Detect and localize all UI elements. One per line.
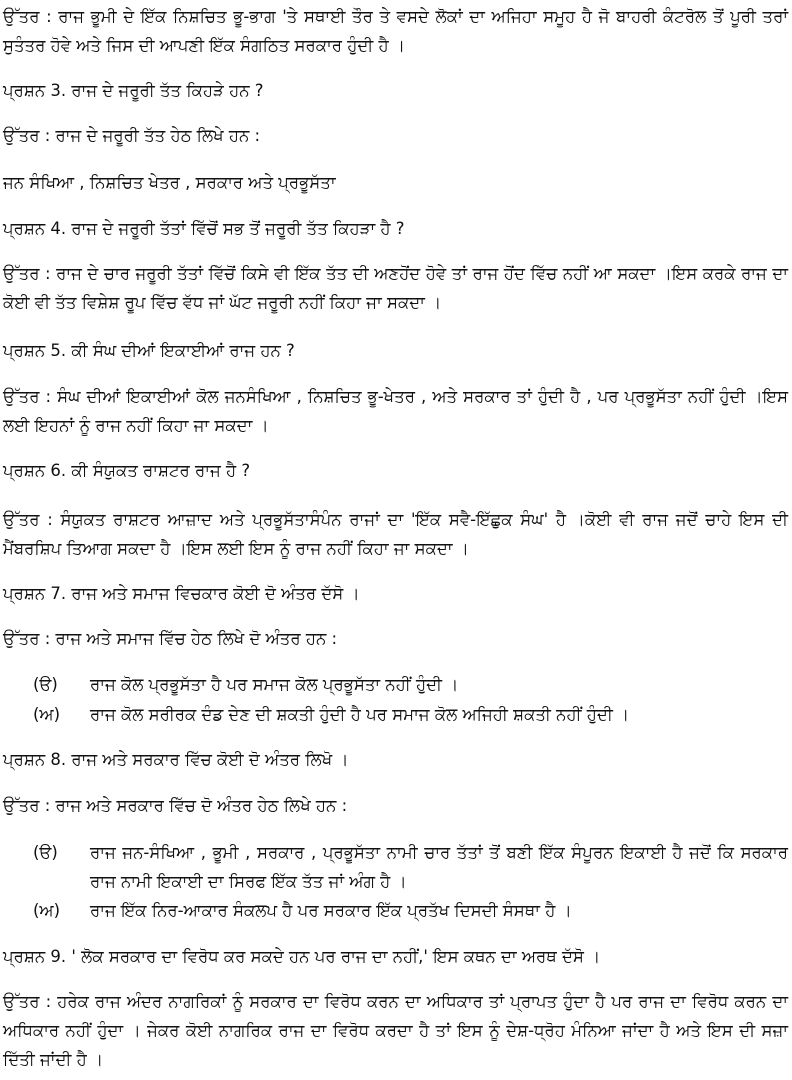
answer-paragraph: ਉੱਤਰ : ਰਾਜ ਅਤੇ ਸਰਕਾਰ ਵਿੱਚ ਦੋ ਅੰਤਰ ਹੇਠ ਲਿਖੇ ਹਨ :: [3, 796, 348, 815]
list-marker: (ੳ): [33, 843, 58, 862]
answer-paragraph: ਉੱਤਰ : ਹਰੇਕ ਰਾਜ ਅੰਦਰ ਨਾਗਰਿਕਾਂ ਨੂੰ ਸਰਕਾਰ ਦਾ ਵਿਰੋਧ ਕਰਨ ਦਾ ਅਧਿਕਾਰ ਤਾਂ ਪ੍ਰਾਪਤ ਹੁੰਦਾ ਹੈ ਪਰ ਰਾਜ ਦਾ ਵਿਰੋਧ ਕਰਨ ਦਾ ਅਧਿਕਾਰ ਨਹੀਂ ਹੁੰਦਾ । ਜੇਕਰ ਕੋਈ ਨਾਗਰਿਕ ਰਾਜ ਦਾ ਵਿਰੋਧ ਕਰਦਾ ਹੈ ਤਾਂ ਇਸ ਨੂੰ ਦੇਸ਼-ਧ੍ਰੋਹ ਮੰਨਿਆ ਜਾਂਦਾ ਹੈ ਅਤੇ ਇਸ ਦੀ ਸਜ਼ਾ ਦਿੱਤੀ ਜਾਂਦੀ ਹੈ ।: [3, 992, 788, 1069]
answer-paragraph: ਉੱਤਰ : ਸੰਯੁਕਤ ਰਾਸ਼ਟਰ ਆਜ਼ਾਦ ਅਤੇ ਪ੍ਰਭੂਸੱਤਾਸੰਪੰਨ ਰਾਜਾਂ ਦਾ 'ਇੱਕ ਸਵੈ-ਇੱਛੁਕ ਸੰਘ' ਹੈ ।ਕੋਈ ਵੀ ਰਾਜ ਜਦੋਂ ਚਾਹੇ ਇਸ ਦੀ ਮੈਂਬਰਸ਼ਿਪ ਤਿਆਗ ਸਕਦਾ ਹੈ ।ਇਸ ਲਈ ਇਸ ਨੂੰ ਰਾਜ ਨਹੀਂ ਕਿਹਾ ਜਾ ਸਕਦਾ ।: [3, 510, 788, 558]
answer-paragraph: ਉੱਤਰ : ਸੰਘ ਦੀਆਂ ਇਕਾਈਆਂ ਕੋਲ ਜਨਸੰਖਿਆ , ਨਿਸ਼ਚਿਤ ਭੂ-ਖੇਤਰ , ਅਤੇ ਸਰਕਾਰ ਤਾਂ ਹੁੰਦੀ ਹੈ , ਪਰ ਪ੍ਰਭੂਸੱਤਾ ਨਹੀਂ ਹੁੰਦੀ ।ਇਸ ਲਈ ਇਹਨਾਂ ਨੂੰ ਰਾਜ ਨਹੀਂ ਕਿਹਾ ਜਾ ਸਕਦਾ ।: [3, 387, 788, 435]
answer-paragraph: ਜਨ ਸੰਖਿਆ , ਨਿਸ਼ਚਿਤ ਖੇਤਰ , ਸਰਕਾਰ ਅਤੇ ਪ੍ਰਭੂਸੱਤਾ: [3, 173, 336, 192]
answer-paragraph: ਉੱਤਰ : ਰਾਜ ਭੂਮੀ ਦੇ ਇੱਕ ਨਿਸ਼ਚਿਤ ਭੂ-ਭਾਗ 'ਤੇ ਸਥਾਈ ਤੌਰ ਤੇ ਵਸਦੇ ਲੋਕਾਂ ਦਾ ਅਜਿਹਾ ਸਮੂਹ ਹੈ ਜੋ ਬਾਹਰੀ ਕੰਟਰੋਲ ਤੋਂ ਪੂਰੀ ਤਰਾਂ ਸੁਤੰਤਰ ਹੋਵੇ ਅਤੇ ਜਿਸ ਦੀ ਆਪਣੀ ਇੱਕ ਸੰਗਠਿਤ ਸਰਕਾਰ ਹੁੰਦੀ ਹੈ ।: [3, 7, 788, 55]
answer-paragraph: ਉੱਤਰ : ਰਾਜ ਅਤੇ ਸਮਾਜ ਵਿੱਚ ਹੇਠ ਲਿਖੇ ਦੋ ਅੰਤਰ ਹਨ :: [3, 629, 338, 648]
question-heading: ਪ੍ਰਸ਼ਨ 5. ਕੀ ਸੰਘ ਦੀਆਂ ਇਕਾਈਆਂ ਰਾਜ ਹਨ ?: [3, 341, 295, 360]
question-heading: ਪ੍ਰਸ਼ਨ 8. ਰਾਜ ਅਤੇ ਸਰਕਾਰ ਵਿੱਚ ਕੋਈ ਦੋ ਅੰਤਰ ਲਿਖੋ ।: [3, 750, 349, 769]
question-heading: ਪ੍ਰਸ਼ਨ 9. ' ਲੋਕ ਸਰਕਾਰ ਦਾ ਵਿਰੋਧ ਕਰ ਸਕਦੇ ਹਨ ਪਰ ਰਾਜ ਦਾ ਨਹੀਂ,' ਇਸ ਕਥਨ ਦਾ ਅਰਥ ਦੱਸੋ ।: [3, 947, 601, 966]
list-item-text: ਰਾਜ ਕੋਲ ਸਰੀਰਕ ਦੰਡ ਦੇਣ ਦੀ ਸ਼ਕਤੀ ਹੁੰਦੀ ਹੈ ਪਰ ਸਮਾਜ ਕੋਲ ਅਜਿਹੀ ਸ਼ਕਤੀ ਨਹੀਂ ਹੁੰਦੀ ।: [90, 705, 630, 724]
list-item-text: ਰਾਜ ਕੋਲ ਪ੍ਰਭੂਸੱਤਾ ਹੈ ਪਰ ਸਮਾਜ ਕੋਲ ਪ੍ਰਭੂਸੱਤਾ ਨਹੀਂ ਹੁੰਦੀ ।: [90, 675, 459, 694]
question-heading: ਪ੍ਰਸ਼ਨ 6. ਕੀ ਸੰਯੁਕਤ ਰਾਸ਼ਟਰ ਰਾਜ ਹੈ ?: [3, 461, 251, 480]
question-heading: ਪ੍ਰਸ਼ਨ 4. ਰਾਜ ਦੇ ਜਰੂਰੀ ਤੱਤਾਂ ਵਿੱਚੋਂ ਸਭ ਤੋਂ ਜਰੂਰੀ ਤੱਤ ਕਿਹੜਾ ਹੈ ?: [3, 219, 405, 238]
list-marker: (ੳ): [33, 675, 58, 694]
question-heading: ਪ੍ਰਸ਼ਨ 3. ਰਾਜ ਦੇ ਜਰੂਰੀ ਤੱਤ ਕਿਹੜੇ ਹਨ ?: [3, 81, 264, 100]
list-marker: (ਅ): [33, 705, 61, 724]
answer-paragraph: ਉੱਤਰ : ਰਾਜ ਦੇ ਚਾਰ ਜਰੂਰੀ ਤੱਤਾਂ ਵਿੱਚੋਂ ਕਿਸੇ ਵੀ ਇੱਕ ਤੱਤ ਦੀ ਅਣਹੋਂਦ ਹੋਵੇ ਤਾਂ ਰਾਜ ਹੋਂਦ ਵਿੱਚ ਨਹੀਂ ਆ ਸਕਦਾ ।ਇਸ ਕਰਕੇ ਰਾਜ ਦਾ ਕੋਈ ਵੀ ਤੱਤ ਵਿਸ਼ੇਸ਼ ਰੂਪ ਵਿੱਚ ਵੱਧ ਜਾਂ ਘੱਟ ਜਰੂਰੀ ਨਹੀਂ ਕਿਹਾ ਜਾ ਸਕਦਾ ।: [3, 264, 788, 312]
answer-paragraph: ਉੱਤਰ : ਰਾਜ ਦੇ ਜਰੂਰੀ ਤੱਤ ਹੇਠ ਲਿਖੇ ਹਨ :: [3, 126, 261, 145]
list-item-text: ਰਾਜ ਜਨ-ਸੰਖਿਆ , ਭੂਮੀ , ਸਰਕਾਰ , ਪ੍ਰਭੂਸੱਤਾ ਨਾਮੀ ਚਾਰ ਤੱਤਾਂ ਤੋਂ ਬਣੀ ਇੱਕ ਸੰਪੂਰਨ ਇਕਾਈ ਹੈ ਜਦੋਂ ਕਿ ਸਰਕਾਰ ਰਾਜ ਨਾਮੀ ਇਕਾਈ ਦਾ ਸਿਰਫ ਇੱਕ ਤੱਤ ਜਾਂ ਅੰਗ ਹੈ ।: [90, 843, 788, 891]
list-item-text: ਰਾਜ ਇੱਕ ਨਿਰ-ਆਕਾਰ ਸੰਕਲਪ ਹੈ ਪਰ ਸਰਕਾਰ ਇੱਕ ਪ੍ਰਤੱਖ ਦਿਸਦੀ ਸੰਸਥਾ ਹੈ ।: [90, 901, 572, 920]
list-marker: (ਅ): [33, 901, 61, 920]
question-heading: ਪ੍ਰਸ਼ਨ 7. ਰਾਜ ਅਤੇ ਸਮਾਜ ਵਿਚਕਾਰ ਕੋਈ ਦੋ ਅੰਤਰ ਦੱਸੋ ।: [3, 584, 360, 603]
